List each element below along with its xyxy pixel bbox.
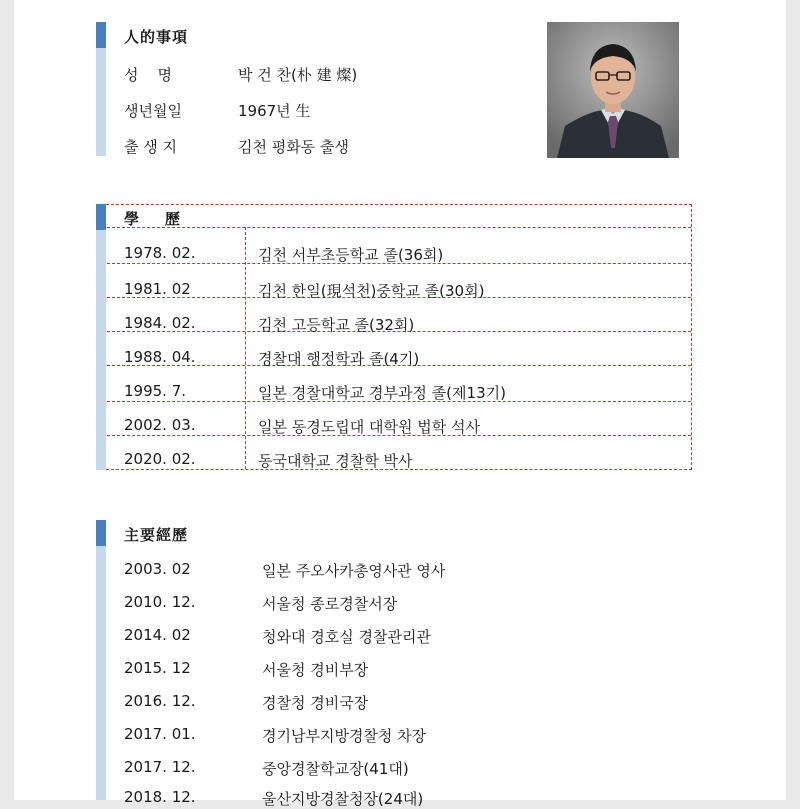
career-section: [96, 0, 696, 808]
career-desc: 경찰청 경비국장: [262, 694, 369, 712]
education-date: 2020. 02.: [124, 450, 196, 468]
document-page: [14, 0, 786, 808]
career-date: 2016. 12.: [124, 692, 196, 710]
birthplace-value: 김천 평화동 출생: [238, 138, 349, 156]
career-desc: 일본 주오사카총영사관 영사: [262, 562, 446, 580]
education-desc: 동국대학교 경찰학 박사: [258, 452, 413, 470]
education-date: 1988. 04.: [124, 348, 196, 366]
career-title: 主要經歷: [124, 526, 189, 544]
name-value: 박 건 찬(朴 建 燦): [238, 66, 358, 84]
education-desc: 일본 동경도립대 대학원 법학 석사: [258, 418, 480, 436]
career-desc: 서울청 종로경찰서장: [262, 595, 398, 613]
education-date: 1995. 7.: [124, 382, 187, 400]
career-desc: 중앙경찰학교장(41대): [262, 760, 409, 778]
education-desc: 김천 서부초등학교 졸(36회): [258, 246, 444, 264]
education-desc: 일본 경찰대학교 경부과정 졸(제13기): [258, 384, 506, 402]
career-date: 2017. 12.: [124, 758, 196, 776]
name-label: 성 명: [124, 66, 173, 84]
education-date: 1984. 02.: [124, 314, 196, 332]
education-desc: 김천 한일(現석천)중학교 졸(30회): [258, 282, 485, 300]
career-date: 2018. 12.: [124, 788, 196, 806]
career-desc: 청와대 경호실 경찰관리관: [262, 628, 431, 646]
education-title: 學 歷: [124, 210, 181, 228]
career-desc: 울산지방경찰청장(24대): [262, 790, 424, 808]
education-date: 1978. 02.: [124, 244, 196, 262]
career-desc: 서울청 경비부장: [262, 661, 369, 679]
birthplace-label: 출 생 지: [124, 138, 178, 156]
education-desc: 김천 고등학교 졸(32회): [258, 316, 415, 334]
career-date: 2003. 02: [124, 560, 191, 578]
education-desc: 경찰대 행정학과 졸(4기): [258, 350, 420, 368]
career-date: 2010. 12.: [124, 593, 196, 611]
birth-label: 생년월일: [124, 102, 182, 120]
education-date: 1981. 02: [124, 280, 191, 298]
education-date: 2002. 03.: [124, 416, 196, 434]
personal-title: 人的事項: [124, 28, 189, 46]
birth-value: 1967년 生: [238, 102, 311, 120]
section-accent-bar: [96, 520, 106, 546]
section-side-bar: [96, 546, 106, 800]
career-desc: 경기남부지방경찰청 차장: [262, 727, 427, 745]
career-date: 2015. 12: [124, 659, 191, 677]
career-date: 2017. 01.: [124, 725, 196, 743]
career-date: 2014. 02: [124, 626, 191, 644]
